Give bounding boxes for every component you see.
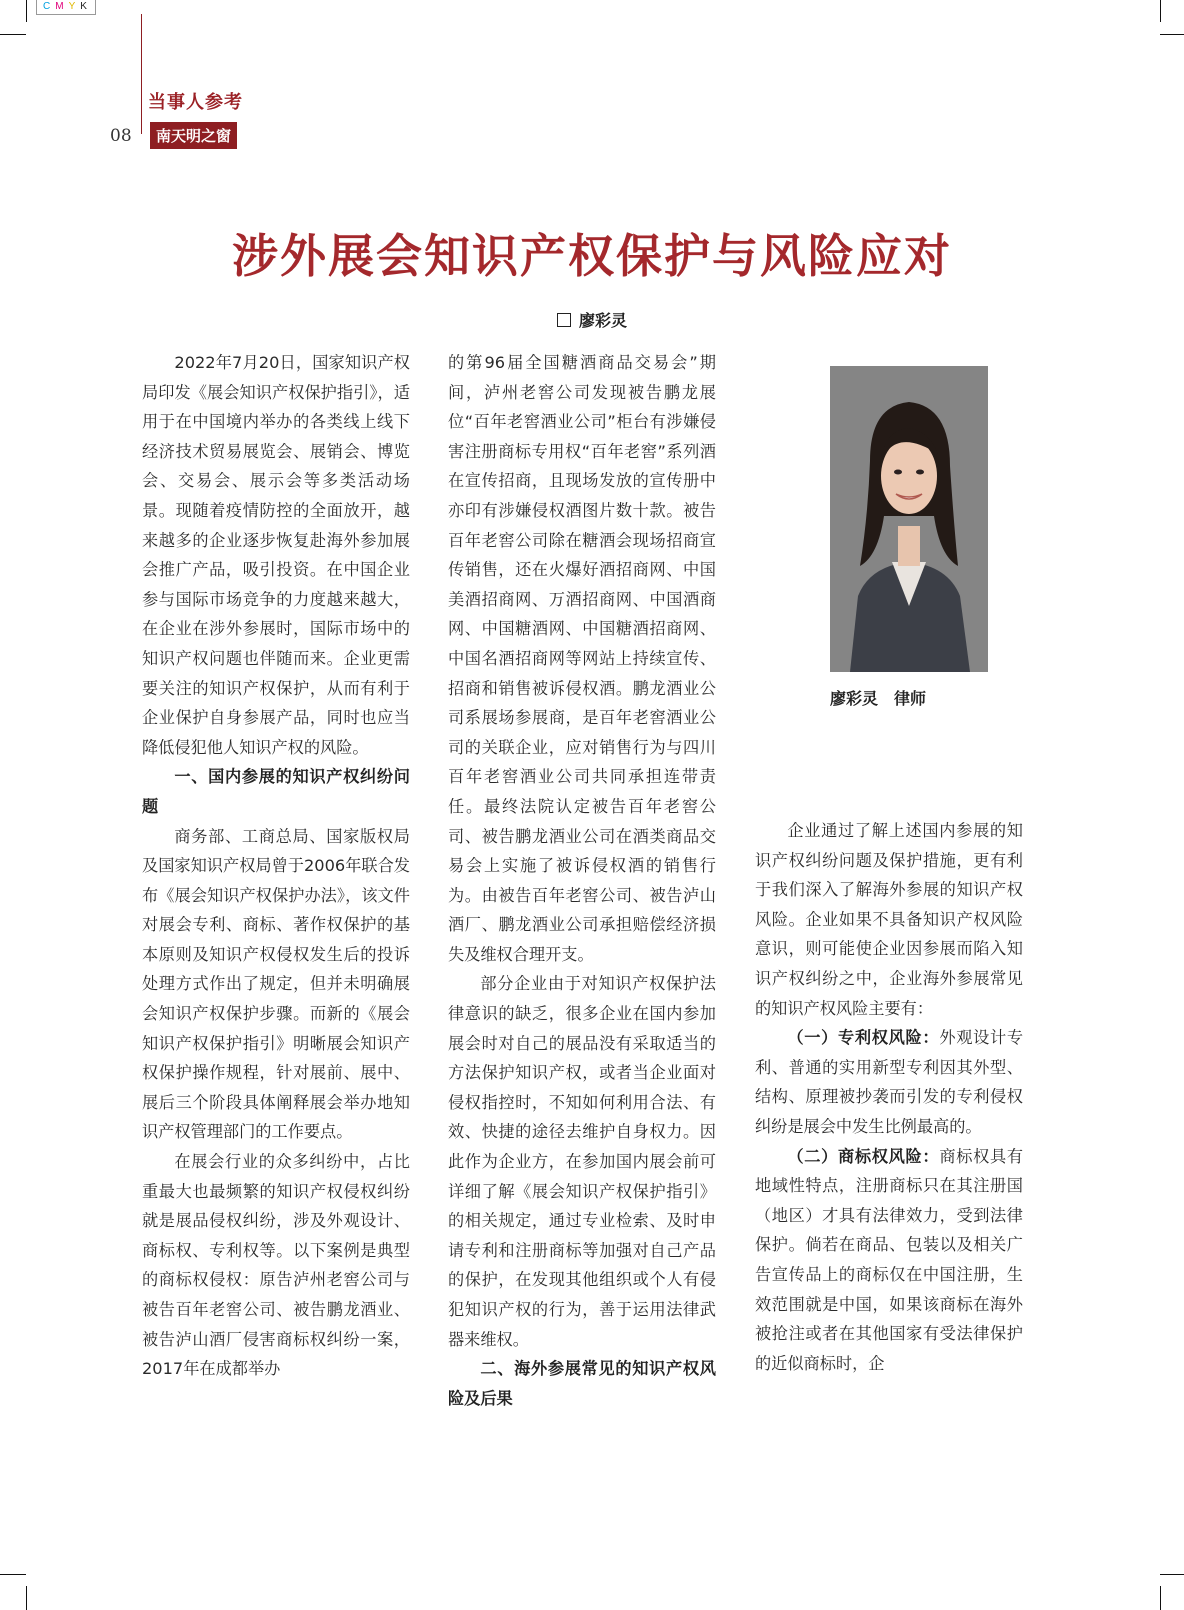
cmyk-m: M [55,1,64,12]
article-title: 涉外展会知识产权保护与风险应对 [232,229,952,283]
crop-mark-bottom-right-h [1160,1574,1184,1575]
section-heading-1: 一、国内参展的知识产权纠纷问题 [142,767,410,816]
article-column-2 [448,348,716,1413]
trademark-risk-label: （二）商标权风险： [787,1146,940,1166]
crop-mark-top-right-v [1160,0,1161,22]
cmyk-color-bar [36,0,96,15]
article-column-3 [755,816,1023,1378]
cmyk-c: C [43,1,51,12]
crop-mark-top-right-h [1160,34,1184,35]
col1-paragraph-1: 2022年7月20日，国家知识产权局印发《展会知识产权保护指引》，适用于在中国境内举办的各类线上线下经济技术贸易展览会、展销会、博览会、交易会、展示会等多类活动场景。现随着疫情防控的全面放开，越来越多的企业逐步恢复赴海外参加展会推广产品，吸引投资。在中国企业参与国际市场竞争的力度越来越大，在企业在涉外参展时，国际市场中的知识产权问题也伴随而来。企业更需要关注的知识产权保护，从而有利于企业保护自身参展产品，同时也应当降低侵犯他人知识产权的风险。 [142,353,410,757]
article-author [0,308,1184,331]
author-name: 廖彩灵 [578,311,627,330]
crop-mark-bottom-right-v [1160,1586,1161,1610]
crop-mark-bottom-left-v [26,1586,27,1610]
photo-caption: 廖彩灵 律师 [830,689,927,708]
column-badge: 南天明之窗 [150,122,237,149]
crop-mark-top-left-v [26,0,27,22]
col1-paragraph-2: 商务部、工商总局、国家版权局及国家知识产权局曾于2006年联合发布《展会知识产权保护办法》，该文件对展会专利、商标、著作权保护的基本原则及知识产权侵权发生后的投诉处理方式作出了规定，但并未明确展会知识产权保护步骤。而新的《展会知识产权保护指引》明晰展会知识产权保护操作规程，针对展前、展中、展后三个阶段具体阐释展会举办地知识产权管理部门的工作要点。 [142,826,410,1142]
page-number: 08 [110,126,132,146]
header-rule [141,14,142,134]
cmyk-k: K [80,1,87,12]
col1-paragraph-3: 在展会行业的众多纠纷中，占比重最大也最频繁的知识产权侵权纠纷就是展品侵权纠纷，涉及外观设计、商标权、专利权等。以下案例是典型的商标权侵权：原告泸州老窖公司与被告百年老窖公司、被告鹏龙酒业、被告泸山酒厂侵害商标权纠纷一案，2017年在成都举办 [142,1152,410,1379]
patent-risk-label: （一）专利权风险： [787,1028,940,1048]
author-portrait-image [830,366,988,672]
author-photo [830,366,988,672]
col3-subsection-patent [755,1023,1023,1141]
section-heading-2: 二、海外参展常见的知识产权风险及后果 [448,1359,716,1408]
cmyk-y: Y [68,1,76,12]
trademark-risk-text: 商标权具有地域性特点，注册商标只在其注册国（地区）才具有法律效力，受到法律保护。倘若在商品、包装以及相关广告宣传品上的商标仅在中国注册，生效范围就是中国，如果该商标在海外被抢注或者在其他国家有受法律保护的近似商标时，企 [755,1146,1024,1373]
section-label: 当事人参考 [148,92,243,113]
col3-subsection-trademark [755,1142,1023,1379]
patent-risk-text: 外观设计专利、普通的实用新型专利因其外型、结构、原理被抄袭而引发的专利侵权纠纷是展会中发生比例最高的。 [755,1028,1024,1136]
col2-paragraph-2: 部分企业由于对知识产权保护法律意识的缺乏，很多企业在国内参加展会时对自己的展品没有采取适当的方法保护知识产权，或者当企业面对侵权指控时，不知如何利用合法、有效、快捷的途径去维护自身权力。因此作为企业方，在参加国内展会前可详细了解《展会知识产权保护指引》的相关规定，通过专业检索、及时申请专利和注册商标等加强对自己产品的保护，在发现其他组织或个人有侵犯知识产权的行为，善于运用法律武器来维权。 [448,974,716,1349]
crop-mark-top-left-h [0,34,26,35]
col3-paragraph-1: 企业通过了解上述国内参展的知识产权纠纷问题及保护措施，更有利于我们深入了解海外参展的知识产权风险。企业如果不具备知识产权风险意识，则可能使企业因参展而陷入知识产权纠纷之中，企业海外参展常见的知识产权风险主要有： [755,821,1023,1018]
article-column-1 [142,348,410,1384]
crop-mark-bottom-left-h [0,1574,26,1575]
author-box-icon [557,313,571,327]
col2-paragraph-1: 的第96届全国糖酒商品交易会”期间，泸州老窖公司发现被告鹏龙展位“百年老窖酒业公司”柜台有涉嫌侵害注册商标专用权“百年老窖”系列酒在宣传招商，且现场发放的宣传册中亦印有涉嫌侵权酒图片数十款。被告百年老窖公司除在糖酒会现场招商宣传销售，还在火爆好酒招商网、中国美酒招商网、万酒招商网、中国酒商网、中国糖酒网、中国糖酒招商网、中国名酒招商网等网站上持续宣传、招商和销售被诉侵权酒。鹏龙酒业公司系展场参展商，是百年老窖酒业公司的关联企业，应对销售行为与四川百年老窖酒业公司共同承担连带责任。最终法院认定被告百年老窖公司、被告鹏龙酒业公司在酒类商品交易会上实施了被诉侵权酒的销售行为。由被告百年老窖公司、被告泸山酒厂、鹏龙酒业公司承担赔偿经济损失及维权合理开支。 [448,353,716,964]
